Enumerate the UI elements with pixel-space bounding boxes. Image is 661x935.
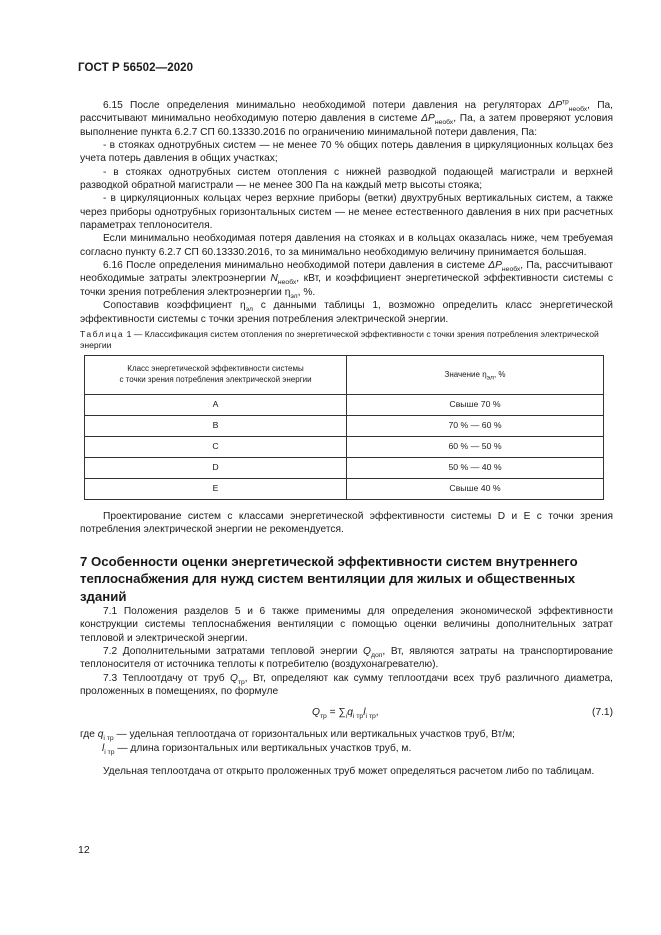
formula-where-q: [80, 728, 613, 741]
header-text: , %: [493, 369, 506, 379]
document-header: ГОСТ Р 56502—2020: [78, 62, 194, 74]
eta-symbol: η: [239, 300, 246, 312]
q-symbol: q: [97, 729, 104, 741]
text: 7.3 Теплоотдачу от труб: [103, 672, 230, 684]
q-symbol: Q: [229, 672, 238, 684]
eta-symbol: η: [482, 369, 487, 379]
table-row: [85, 478, 604, 499]
paragraph-7-3: [80, 672, 613, 699]
formula-lhs: Q: [312, 707, 320, 719]
sum-symbol: ∑: [338, 707, 346, 719]
cell-value: 70 % — 60 %: [347, 415, 604, 436]
subscript: необх: [568, 106, 588, 114]
section-7-heading: 7 Особенности оценки энергетической эффективности систем внутреннего теплоснабжения для нужд систем вентиляции для жилых и общественных зданий: [80, 553, 578, 604]
cell-value: 50 % — 40 %: [347, 457, 604, 478]
delta-p-symbol: ΔP: [548, 100, 563, 111]
subscript: эл: [290, 292, 298, 300]
column-header-class: [85, 355, 347, 394]
caption-label: Таблица: [80, 328, 125, 339]
paragraph-min-loss: Если минимально необходимая потеря давления на стояках и в кольцах оказалась ниже, чем требуемая согласно пункту 6.2.7 СП 60.13330.2016, то за минимально необходимую величину принимается большая.: [80, 233, 613, 258]
bullet-item: - в стояках однотрубных систем — не менее 70 % общих потерь давления в циркуляционных кольцах без учета потерь давления в общих участках;: [80, 140, 613, 165]
l-symbol: l: [102, 742, 105, 754]
text: Сопоставив коэффициент: [103, 300, 240, 312]
subscript: тр: [237, 678, 245, 686]
cell-class: D: [85, 457, 347, 478]
text: где: [80, 729, 98, 741]
subscript: доп: [370, 652, 383, 660]
text: — удельная теплоотдача от горизонтальных или вертикальных участков труб, Вт/м;: [113, 729, 515, 741]
subscript: эл: [486, 374, 494, 382]
text: — длина горизонтальных или вертикальных участков труб, м.: [114, 742, 412, 754]
document-body: [80, 99, 613, 778]
eta-symbol: η: [284, 286, 291, 298]
text: , Вт, определяют как сумму теплоотдачи всех труб различного диаметра, проложенных в помещениях, по формуле: [80, 672, 614, 698]
text: , %.: [297, 286, 316, 298]
header-text: Значение: [444, 369, 483, 379]
formula-where-l: [80, 742, 613, 755]
text: , Вт, являются затраты на транспортирование теплоносителя от источника теплоты к потребителю (воздухонагревателю).: [80, 646, 613, 671]
cell-class: C: [85, 436, 347, 457]
table-row: [85, 394, 604, 415]
cell-value: 60 % — 50 %: [347, 436, 604, 457]
text: 7.2 Дополнительными затратами тепловой энергии: [103, 646, 364, 658]
subscript: тр: [319, 713, 327, 721]
subscript: i тр: [352, 713, 364, 721]
cell-class: A: [85, 394, 347, 415]
table-header-row: [85, 355, 604, 394]
formula-number: (7.1): [592, 707, 613, 719]
paragraph-compare: [80, 299, 613, 326]
subscript: эл: [245, 306, 253, 314]
text: , Па, рассчитывают минимально необходимую потерю давления в системе: [80, 100, 614, 125]
subscript: i: [345, 713, 348, 721]
paragraph-design: Проектирование систем с классами энергетической эффективности системы D и E с точки зрения потребления электрической энергии не рекомендуется.: [80, 510, 613, 536]
subscript: i тр: [104, 748, 115, 756]
text: , Па, а затем проверяют условия выполнение пункта 6.2.7 СП 60.13330.2016 по ограничению минимальной потери давления, Па:: [80, 113, 613, 138]
subscript: необх: [434, 119, 454, 127]
subscript: i тр: [365, 713, 376, 721]
text: , кВт, и коэффициент энергетической эффективности системы с точки зрения потребления электроэнергии: [80, 273, 613, 298]
formula-expression: [312, 706, 379, 719]
bullet-item: - в стояках однотрубных систем отопления с нижней разводкой подающей магистрали и верхней разводкой обратной магистрали — не менее 300 Па на каждый метр высоты стояка;: [80, 166, 613, 192]
formula-comma: ,: [375, 707, 379, 719]
paragraph-6-16: [80, 259, 613, 299]
caption-text: 1 — Классификация систем отопления по энергетической эффективности с точки зрения потребления электрической энергии: [80, 328, 599, 350]
text: с данными таблицы 1, возможно определить класс энергетической эффективности системы с точки зрения потребления электрической энергии.: [80, 300, 613, 325]
table-row: [85, 415, 604, 436]
subscript: необх: [501, 266, 521, 274]
subscript: необх: [277, 279, 297, 287]
table-row: [85, 457, 604, 478]
q-symbol: Q: [363, 646, 371, 658]
delta-p-symbol: ΔP: [421, 113, 435, 125]
cell-class: B: [85, 415, 347, 436]
paragraph-6-15: [80, 99, 613, 139]
text: , Па, рассчитывают необходимые затраты электроэнергии: [80, 260, 613, 285]
header-line: Класс энергетической эффективности системы: [127, 364, 304, 374]
bullet-item: - в циркуляционных кольцах через верхние приборы (ветки) двухтрубных вертикальных систем, а также через приборы однотрубных горизонтальных систем — не менее естественного давления в них при расчетных параметрах теплоносителя.: [80, 193, 613, 232]
delta-p-symbol: ΔP: [488, 260, 502, 272]
table-row: [85, 436, 604, 457]
header-line: с точки зрения потребления электрической энергии: [119, 374, 312, 384]
paragraph-7-1: 7.1 Положения разделов 5 и 6 также применимы для определения экономической эффективности конструкции системы теплоснабжения вентиляции с помощью оценки величины дополнительных затрат тепловой и электрической энергии.: [80, 606, 613, 644]
l-symbol: l: [363, 707, 366, 719]
equals-sign: =: [326, 707, 339, 719]
page-number: 12: [78, 844, 90, 856]
cell-value: Свыше 70 %: [347, 394, 604, 415]
column-header-value: [347, 355, 604, 394]
superscript: тр: [562, 98, 569, 106]
cell-value: Свыше 40 %: [347, 478, 604, 499]
text: 6.15 После определения минимально необходимой потери давления на регуляторах: [103, 100, 549, 111]
q-symbol: q: [347, 707, 353, 719]
text: 6.16 После определения минимально необходимой потери давления в системе: [103, 260, 489, 272]
cell-class: E: [85, 478, 347, 499]
n-symbol: N: [270, 273, 278, 285]
paragraph-last: Удельная теплоотдача от открыто проложенных труб может определяться расчетом либо по таблицам.: [103, 766, 595, 778]
subscript: i тр: [103, 735, 114, 743]
table-caption: [80, 329, 613, 351]
formula-7-1: [80, 702, 613, 728]
energy-class-table: [84, 355, 604, 500]
paragraph-7-2: [80, 645, 613, 672]
